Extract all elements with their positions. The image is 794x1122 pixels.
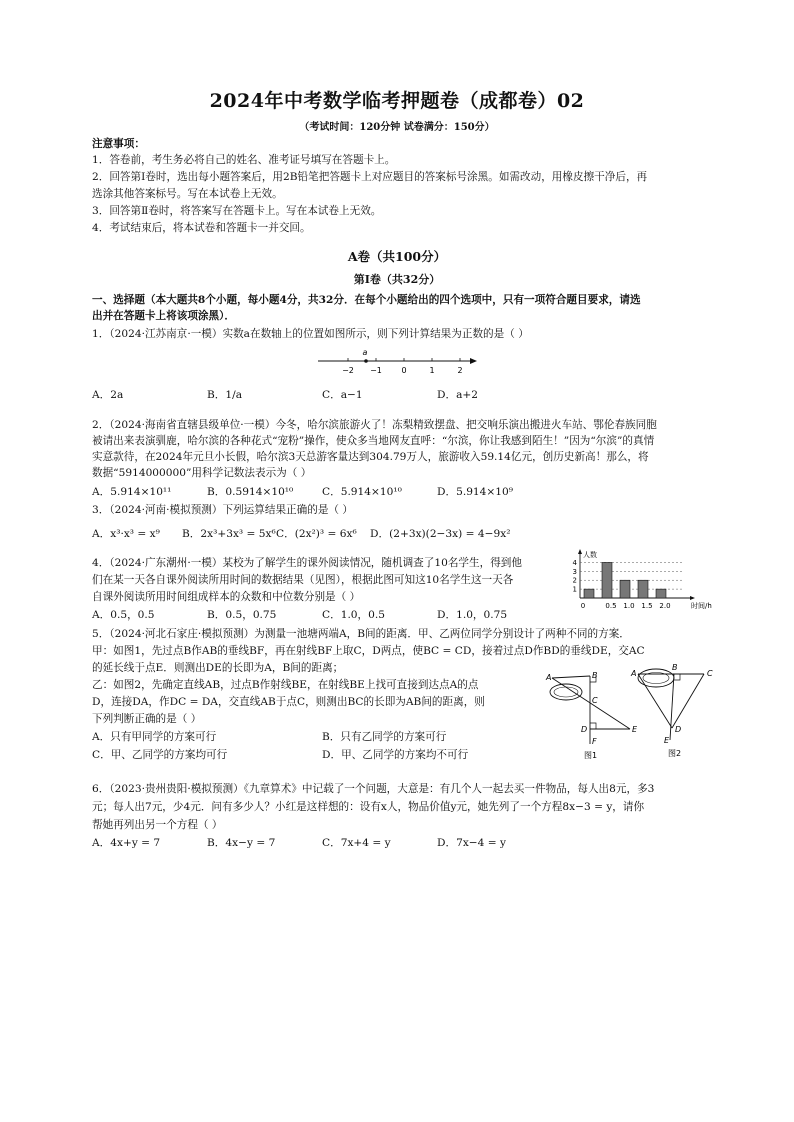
- fig2-label-d: D: [675, 725, 682, 734]
- q2-stem-line: 数据“5914000000”用科学记数法表示为（ ）: [92, 467, 312, 479]
- section-a-title: A卷（共100分）: [347, 249, 447, 264]
- q5-stem-line: 5．（2024·河北石家庄·模拟预测）为测量一池塘两端A，B间的距离．甲、乙两位同学分别设计了两种不同的方案．: [92, 628, 630, 640]
- note-item: 2．回答第Ⅰ卷时，选出每小题答案后，用2B铅笔把答题卡上对应题目的答案标号涂黑。如需改动，用橡皮擦干净后，再: [92, 171, 648, 183]
- number-line-tick-label: −2: [342, 366, 354, 375]
- q1-option-c[interactable]: C．a−1: [322, 389, 363, 401]
- note-item: 4．考试结束后，将本试卷和答题卡一并交回。: [92, 222, 311, 234]
- number-line-tick-label: 2: [457, 366, 463, 375]
- q3-stem: 3．（2024·河南·模拟预测）下列运算结果正确的是（ ）: [92, 504, 353, 516]
- bar: [656, 589, 666, 598]
- exam-title: 2024年中考数学临考押题卷（成都卷）02: [209, 90, 585, 112]
- q5-stem-line: 下列判断正确的是（ ）: [92, 713, 202, 725]
- fig1-label-d: D: [581, 725, 588, 734]
- q1-number-line: [310, 345, 480, 377]
- q4-stem-line: 4．（2024·广东潮州·一模）某校为了解学生的课外阅读情况，随机调查了10名学生，得到他: [92, 557, 522, 569]
- fig2-caption: 图2: [668, 749, 682, 758]
- x-axis-label: 时间/h: [691, 602, 712, 610]
- note-item: 选涂其他答案标号。写在本试卷上无效。: [92, 188, 283, 200]
- y-tick-label: 1: [572, 585, 577, 594]
- q1-option-d[interactable]: D．a+2: [437, 389, 479, 401]
- exam-subtitle: （考试时间：120分钟 试卷满分：150分）: [299, 122, 495, 133]
- x-axis-arrow: [690, 596, 695, 600]
- number-line-tick-label: 1: [429, 366, 435, 375]
- q5-option-c[interactable]: C．甲、乙同学的方案均可行: [92, 749, 228, 761]
- fig1-label-e: E: [632, 725, 638, 734]
- q5-stem-line: D，连接DA，作DC = DA，交直线AB于点C，则测出BC的长即为AB间的距离，则: [92, 696, 485, 708]
- q3-option-c[interactable]: C．(2x²)³ = 6x⁶: [276, 528, 357, 540]
- q5-stem-line: 甲：如图1，先过点B作AB的垂线BF，再在射线BF上取C，D两点，使BC = CD，接着过点D作BD的垂线DE，交AC: [92, 645, 645, 657]
- note-item: 1．答卷前，考生务必将自己的姓名、准考证号填写在答题卡上。: [92, 154, 396, 166]
- q6-option-c[interactable]: C．7x+4 = y: [322, 837, 391, 849]
- y-axis-label: 人数: [583, 551, 597, 559]
- fig2-label-c: C: [707, 669, 713, 678]
- bar: [584, 589, 594, 598]
- q2-stem-line: 实意款待，在2024年元旦小长假，哈尔滨3天总游客量达到304.79万人，旅游收入59.14亿元，创历史新高！那么，将: [92, 451, 649, 463]
- instructions-line: 出并在答题卡上将该项涂黑）．: [92, 310, 236, 322]
- q5-stem-line: 乙：如图2，先确定直线AB，过点B作射线BE，在射线BE上找可直接到达点A的点: [92, 679, 479, 691]
- q2-option-b[interactable]: B．0.5914×10¹⁰: [207, 486, 294, 498]
- q2-option-a[interactable]: A．5.914×10¹¹: [92, 486, 172, 498]
- fig1-label-a: A: [546, 673, 552, 682]
- y-tick-label: 2: [572, 576, 577, 585]
- fig2-label-e: E: [664, 736, 670, 745]
- q6-stem-line: 6．（2023·贵州贵阳·模拟预测）《九章算术》中记载了一个问题，大意是：有几个人一起去买一件物品，每人出8元，多3: [92, 783, 655, 795]
- y-tick-label: 3: [572, 567, 577, 576]
- notes-heading: 注意事项：: [92, 138, 145, 150]
- q5-figure-2: [628, 660, 728, 760]
- x-tick-label: 1.0: [623, 602, 635, 610]
- number-line-tick-label: −1: [370, 366, 382, 375]
- fig2-label-a: A: [631, 669, 637, 678]
- x-tick-label: 2.0: [659, 602, 671, 610]
- fig1-caption: 图1: [584, 751, 598, 760]
- q6-option-a[interactable]: A．4x+y = 7: [92, 837, 161, 849]
- q6-stem-line: 帮她再列出另一个方程（ ）: [92, 819, 223, 831]
- fig1-label-b: B: [592, 671, 598, 680]
- q2-stem-line: 被请出来表演驯鹿，哈尔滨的各种花式“宠粉”操作，使众多当地网友直呼：“尔滨，你让我感到陌生！”因为“尔滨”的真情: [92, 435, 655, 447]
- q4-option-d[interactable]: D．1.0，0.75: [437, 609, 508, 621]
- y-tick-label: 4: [572, 558, 577, 567]
- q1-point-label: a: [362, 348, 368, 357]
- x-tick-label: 1.5: [641, 602, 653, 610]
- q1-option-b[interactable]: B．1/a: [207, 389, 243, 401]
- instructions-line: 一、选择题（本大题共8个小题，每小题4分，共32分．在每个小题给出的四个选项中，只有一项符合题目要求，请选: [92, 294, 641, 306]
- q4-option-b[interactable]: B．0.5，0.75: [207, 609, 277, 621]
- q3-option-b[interactable]: B．2x³+3x³ = 5x⁶: [182, 528, 276, 540]
- q4-option-a[interactable]: A．0.5，0.5: [92, 609, 155, 621]
- fig1-label-f: F: [592, 737, 597, 746]
- q2-option-c[interactable]: C．5.914×10¹⁰: [322, 486, 402, 498]
- bar: [602, 562, 612, 598]
- q1-point-a: [364, 359, 368, 363]
- x-tick-label: 0.5: [605, 602, 617, 610]
- fig1-label-c: C: [592, 696, 598, 705]
- note-item: 3．回答第Ⅱ卷时，将答案写在答题卡上。写在本试卷上无效。: [92, 205, 382, 217]
- q4-option-c[interactable]: C．1.0，0.5: [322, 609, 385, 621]
- q2-option-d[interactable]: D．5.914×10⁹: [437, 486, 514, 498]
- fig2-label-b: B: [672, 663, 678, 672]
- x-tick-label: 0: [580, 602, 586, 610]
- q5-option-a[interactable]: A．只有甲同学的方案可行: [92, 731, 217, 743]
- q6-option-b[interactable]: B．4x−y = 7: [207, 837, 276, 849]
- part1-title: 第Ⅰ卷（共32分）: [353, 273, 441, 286]
- q1-stem: 1．（2024·江苏南京·一模）实数a在数轴上的位置如图所示，则下列计算结果为正数的是（ ）: [92, 328, 529, 340]
- q2-stem-line: 2．（2024·海南省直辖县级单位·一模）今冬，哈尔滨旅游火了！冻梨精致摆盘、把交响乐演出搬进火车站、鄂伦春族同胞: [92, 419, 657, 431]
- y-axis-arrow: [578, 549, 582, 554]
- bar: [620, 580, 630, 598]
- q4-stem-line: 自课外阅读所用时间组成样本的众数和中位数分别是（ ）: [92, 591, 361, 603]
- q5-option-b[interactable]: B．只有乙同学的方案可行: [322, 731, 447, 743]
- q1-option-a[interactable]: A．2a: [92, 389, 124, 401]
- q3-option-a[interactable]: A．x³·x³ = x⁹: [92, 528, 160, 540]
- q4-bar-chart: [566, 550, 712, 620]
- q6-option-d[interactable]: D．7x−4 = y: [437, 837, 507, 849]
- q4-stem-line: 们在某一天各自课外阅读所用时间的数据结果（见图），根据此图可知这10名学生这一天各: [92, 574, 514, 586]
- q6-stem-line: 元；每人出7元，少4元．问有多少人？小红是这样想的：设有x人，物品价值y元，她先列了一个方程8x−3 = y，请你: [92, 801, 645, 813]
- q5-option-d[interactable]: D．甲、乙同学的方案均不可行: [322, 749, 469, 761]
- number-line-tick-label: 0: [401, 366, 407, 375]
- bar: [638, 580, 648, 598]
- q3-option-d[interactable]: D．(2+3x)(2−3x) = 4−9x²: [370, 528, 511, 540]
- q5-stem-line: 的延长线于点E．则测出DE的长即为A，B间的距离；: [92, 662, 344, 674]
